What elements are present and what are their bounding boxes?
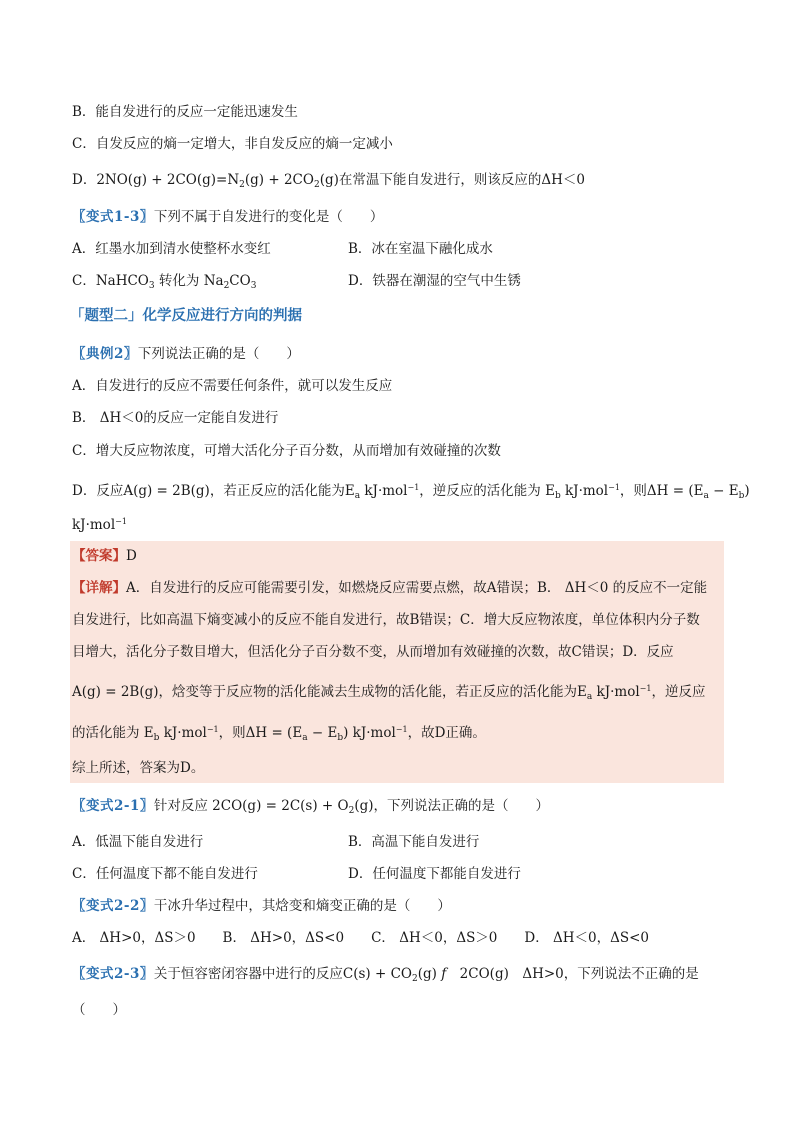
section-title: 「题型二」化学反应进行方向的判据 xyxy=(70,307,302,324)
detail-line-4: A(g) = 2B(g)，焓变等于反应物的活化能减去生成物的活化能，若正反应的活化能为$E_a$ kJ·mol$^{-1}$，逆反应 xyxy=(72,684,706,702)
example-2-option-c: C．增大反应物浓度，可增大活化分子百分数，从而增加有效碰撞的次数 xyxy=(72,443,501,459)
example-2-option-d-unit: kJ·mol$^{-1}$ xyxy=(72,517,127,533)
example-2-option-d: D．反应A(g) = 2B(g)，若正反应的活化能为$E_a$ kJ·mol$^{-1}$，逆反应的活化能为 $E_b$ kJ·mol$^{-1}$，则$\Delta H = (E_a - E_b)$ xyxy=(72,483,750,501)
variant-2-2-stem: 〖变式2-2〗干冰升华过程中，其焓变和熵变正确的是（ ） xyxy=(72,898,451,914)
variant-1-3-tag: 〖变式1-3〗 xyxy=(72,209,154,225)
variant-2-1-option-d: D．任何温度下都能自发进行 xyxy=(348,866,521,882)
q1-option-b: B．能自发进行的反应一定能迅速发生 xyxy=(72,104,298,120)
variant-1-3-option-d: D．铁器在潮湿的空气中生锈 xyxy=(348,273,521,289)
example-2-option-b: B． ΔH＜0的反应一定能自发进行 xyxy=(72,410,279,426)
variant-2-1-option-c: C．任何温度下都不能自发进行 xyxy=(72,866,258,882)
variant-2-1-tag: 〖变式2-1〗 xyxy=(72,798,154,814)
variant-1-3-option-b: B．冰在室温下融化成水 xyxy=(348,241,493,257)
detail-line-5: 的活化能为 $E_b$ kJ·mol$^{-1}$，则$\Delta H = (E_a - E_b)$ kJ·mol$^{-1}$，故D正确。 xyxy=(72,725,486,743)
variant-2-1-option-a: A．低温下能自发进行 xyxy=(72,834,204,850)
variant-1-3-option-c: C．NaHCO$_3$ 转化为 $Na_2CO_3$ xyxy=(72,273,257,291)
example-2-tag: 〖典例2〗 xyxy=(72,346,138,362)
variant-2-2-tag: 〖变式2-2〗 xyxy=(72,898,154,914)
variant-2-3-stem: 〖变式2-3〗关于恒容密闭容器中进行的反应$C(s) + CO_2(g)$ f 2CO(g) ΔH>0，下列说法不正确的是 xyxy=(72,966,699,984)
variant-2-1-stem: 〖变式2-1〗针对反应 $2CO(g) = 2C(s) + O_2(g)$，下列说法正确的是（ ） xyxy=(72,798,550,816)
variant-2-1-row-cd xyxy=(72,864,732,884)
example-2-option-a: A．自发进行的反应不需要任何条件，就可以发生反应 xyxy=(72,378,393,394)
answer-value: D xyxy=(126,548,137,564)
variant-2-3-tag: 〖变式2-3〗 xyxy=(72,966,154,982)
detail-line-2: 自发进行，比如高温下熵变减小的反应不能自发进行，故B错误；C．增大反应物浓度，单位体积内分子数 xyxy=(72,612,700,628)
detail-line-1: 【详解】A．自发进行的反应可能需要引发，如燃烧反应需要点燃，故A错误；B． ΔH＜0 的反应不一定能 xyxy=(72,580,708,596)
variant-2-1-row-ab xyxy=(72,832,732,852)
variant-1-3-row-cd xyxy=(72,271,732,296)
q1-option-d: D．$2NO(g) + 2CO(g)=N_2(g) + 2CO_2(g)$在常温下能自发进行，则该反应的ΔH＜0 xyxy=(72,172,585,190)
variant-2-2-options: A． ΔH>0，ΔS＞0 B． ΔH>0，ΔS<0 C． ΔH＜0，ΔS＞0 D． ΔH＜0，ΔS<0 xyxy=(72,930,650,946)
answer-line: 【答案】D xyxy=(72,548,137,564)
variant-2-1-option-b: B．高温下能自发进行 xyxy=(348,834,480,850)
variant-1-3-option-a: A．红墨水加到清水使整杯水变红 xyxy=(72,241,271,257)
variant-1-3-row-ab xyxy=(72,239,732,259)
variant-2-3-bracket: （ ） xyxy=(72,1002,126,1018)
detail-line-3: 目增大，活化分子数目增大，但活化分子百分数不变，从而增加有效碰撞的次数，故C错误；D．反应 xyxy=(72,644,674,660)
answer-summary: 综上所述，答案为D。 xyxy=(72,760,205,776)
variant-1-3-stem: 〖变式1-3〗下列不属于自发进行的变化是（ ） xyxy=(72,209,384,225)
example-2-stem: 〖典例2〗下列说法正确的是（ ） xyxy=(72,346,300,362)
q1-option-c: C．自发反应的熵一定增大，非自发反应的熵一定减小 xyxy=(72,136,393,152)
